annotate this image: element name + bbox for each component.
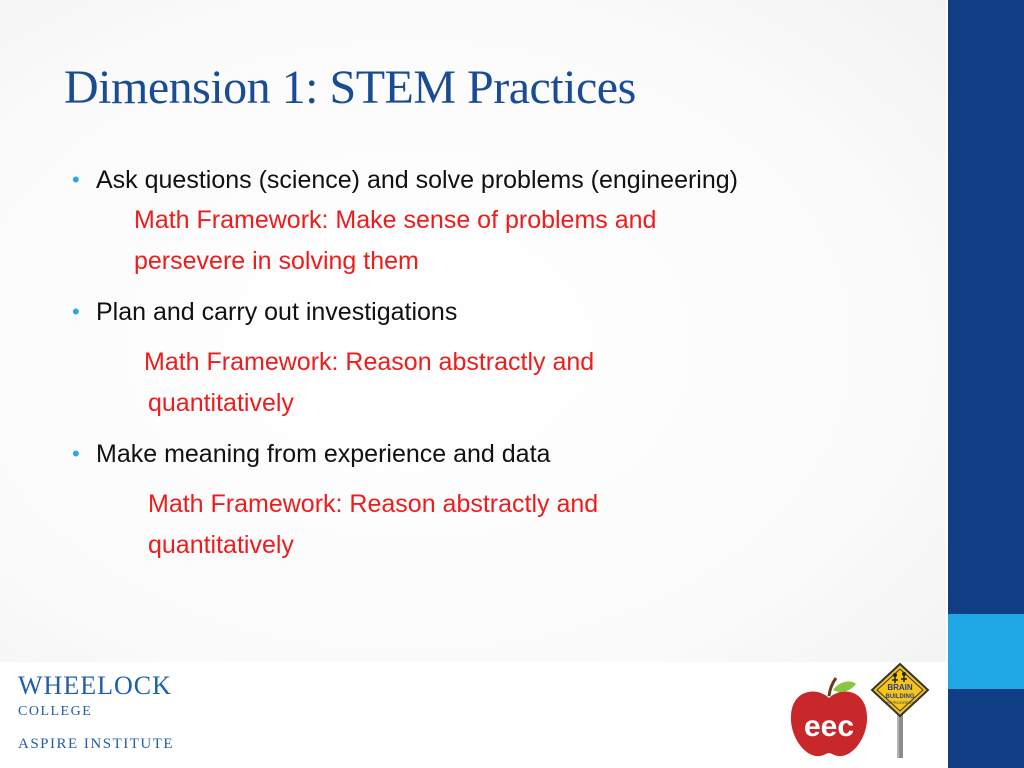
bullet-text: Make meaning from experience and data [96,440,551,468]
bullet-text: Plan and carry out investigations [96,298,458,326]
math-framework-note [72,342,932,424]
wheelock-name: WHEELOCK [18,671,172,700]
wheelock-college: COLLEGE [18,704,93,719]
bullet-list [72,160,932,566]
wheelock-logo [18,672,174,754]
bullet-text: Ask questions (science) and solve problems (engineering) [96,166,738,194]
sign-line: IN PROGRESS [886,700,914,705]
note-line: persevere in solving them [134,247,419,275]
math-framework-note [72,200,932,282]
brain-building-sign-icon [868,660,932,760]
accent-bar-highlight [948,614,1024,689]
eec-apple-logo-icon [786,676,872,760]
bullet-item [72,160,932,200]
bullet-icon: • [72,299,80,324]
wheelock-institute: ASPIRE INSTITUTE [18,736,175,752]
sign-line: BUILDING [885,694,915,700]
math-framework-note [72,484,932,566]
slide-title: Dimension 1: STEM Practices [64,61,636,114]
bullet-item [72,434,932,474]
bullet-icon: • [72,441,80,466]
note-line: Math Framework: Reason abstractly and [144,348,595,376]
note-line: Math Framework: Make sense of problems and [134,206,657,234]
eec-logo-text: eec [803,710,855,743]
bullet-item [72,292,932,332]
note-line: quantitatively [148,531,294,559]
bullet-icon: • [72,167,80,192]
note-line: Math Framework: Reason abstractly and [148,490,599,518]
sign-line: BRAIN [887,683,913,692]
note-line: quantitatively [148,389,294,417]
